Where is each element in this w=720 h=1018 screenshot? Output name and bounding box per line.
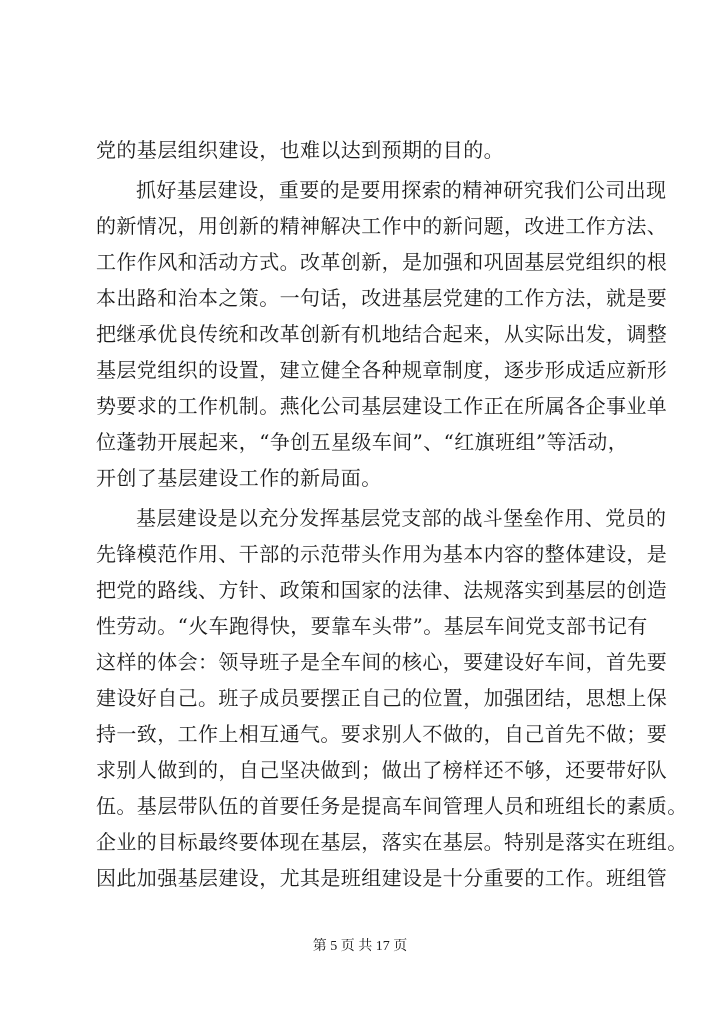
text-line: 性劳动。“火车跑得快，要靠车头带”。基层车间党支部书记有 [96, 614, 648, 638]
text-line: 把继承优良传统和改革创新有机地结合起来，从实际出发，调整 [96, 322, 668, 346]
text-line: 的新情况，用创新的精神解决工作中的新问题，改进工作方法、 [96, 214, 668, 238]
text-line: 开创了基层建设工作的新局面。 [96, 466, 382, 490]
paragraph-first-line: 抓好基层建设，重要的是要用探索的精神研究我们公司出现 [136, 178, 667, 202]
text-line: 求别人做到的，自己坚决做到；做出了榜样还不够，还要带好队 [96, 758, 668, 782]
text-line: 位蓬勃开展起来，“争创五星级车间”、“红旗班组”等活动， [96, 430, 629, 454]
paragraph-first-line: 基层建设是以充分发挥基层党支部的战斗堡垒作用、党员的 [136, 506, 667, 530]
text-line: 党的基层组织建设，也难以达到预期的目的。 [96, 138, 504, 162]
page-number: 第 5 页 共 17 页 [312, 939, 408, 954]
text-line: 这样的体会：领导班子是全车间的核心，要建设好车间，首先要 [96, 650, 668, 674]
text-line: 把党的路线、方针、政策和国家的法律、法规落实到基层的创造 [96, 578, 668, 602]
text-line: 先锋模范作用、干部的示范带头作用为基本内容的整体建设，是 [96, 542, 668, 566]
text-line: 工作作风和活动方式。改革创新，是加强和巩固基层党组织的根 [96, 250, 668, 274]
text-line: 持一致，工作上相互通气。要求别人不做的，自己首先不做；要 [96, 722, 668, 746]
text-line: 企业的目标最终要体现在基层，落实在基层。特别是落实在班组。 [96, 830, 688, 854]
text-line: 势要求的工作机制。燕化公司基层建设工作正在所属各企事业单 [96, 394, 668, 418]
text-line: 因此加强基层建设，尤其是班组建设是十分重要的工作。班组管 [96, 866, 668, 890]
text-line: 本出路和治本之策。一句话，改进基层党建的工作方法，就是要 [96, 286, 668, 310]
text-line: 建设好自己。班子成员要摆正自己的位置，加强团结，思想上保 [96, 686, 668, 710]
text-line: 基层党组织的设置，建立健全各种规章制度，逐步形成适应新形 [96, 358, 668, 382]
text-line: 伍。基层带队伍的首要任务是提高车间管理人员和班组长的素质。 [96, 794, 688, 818]
